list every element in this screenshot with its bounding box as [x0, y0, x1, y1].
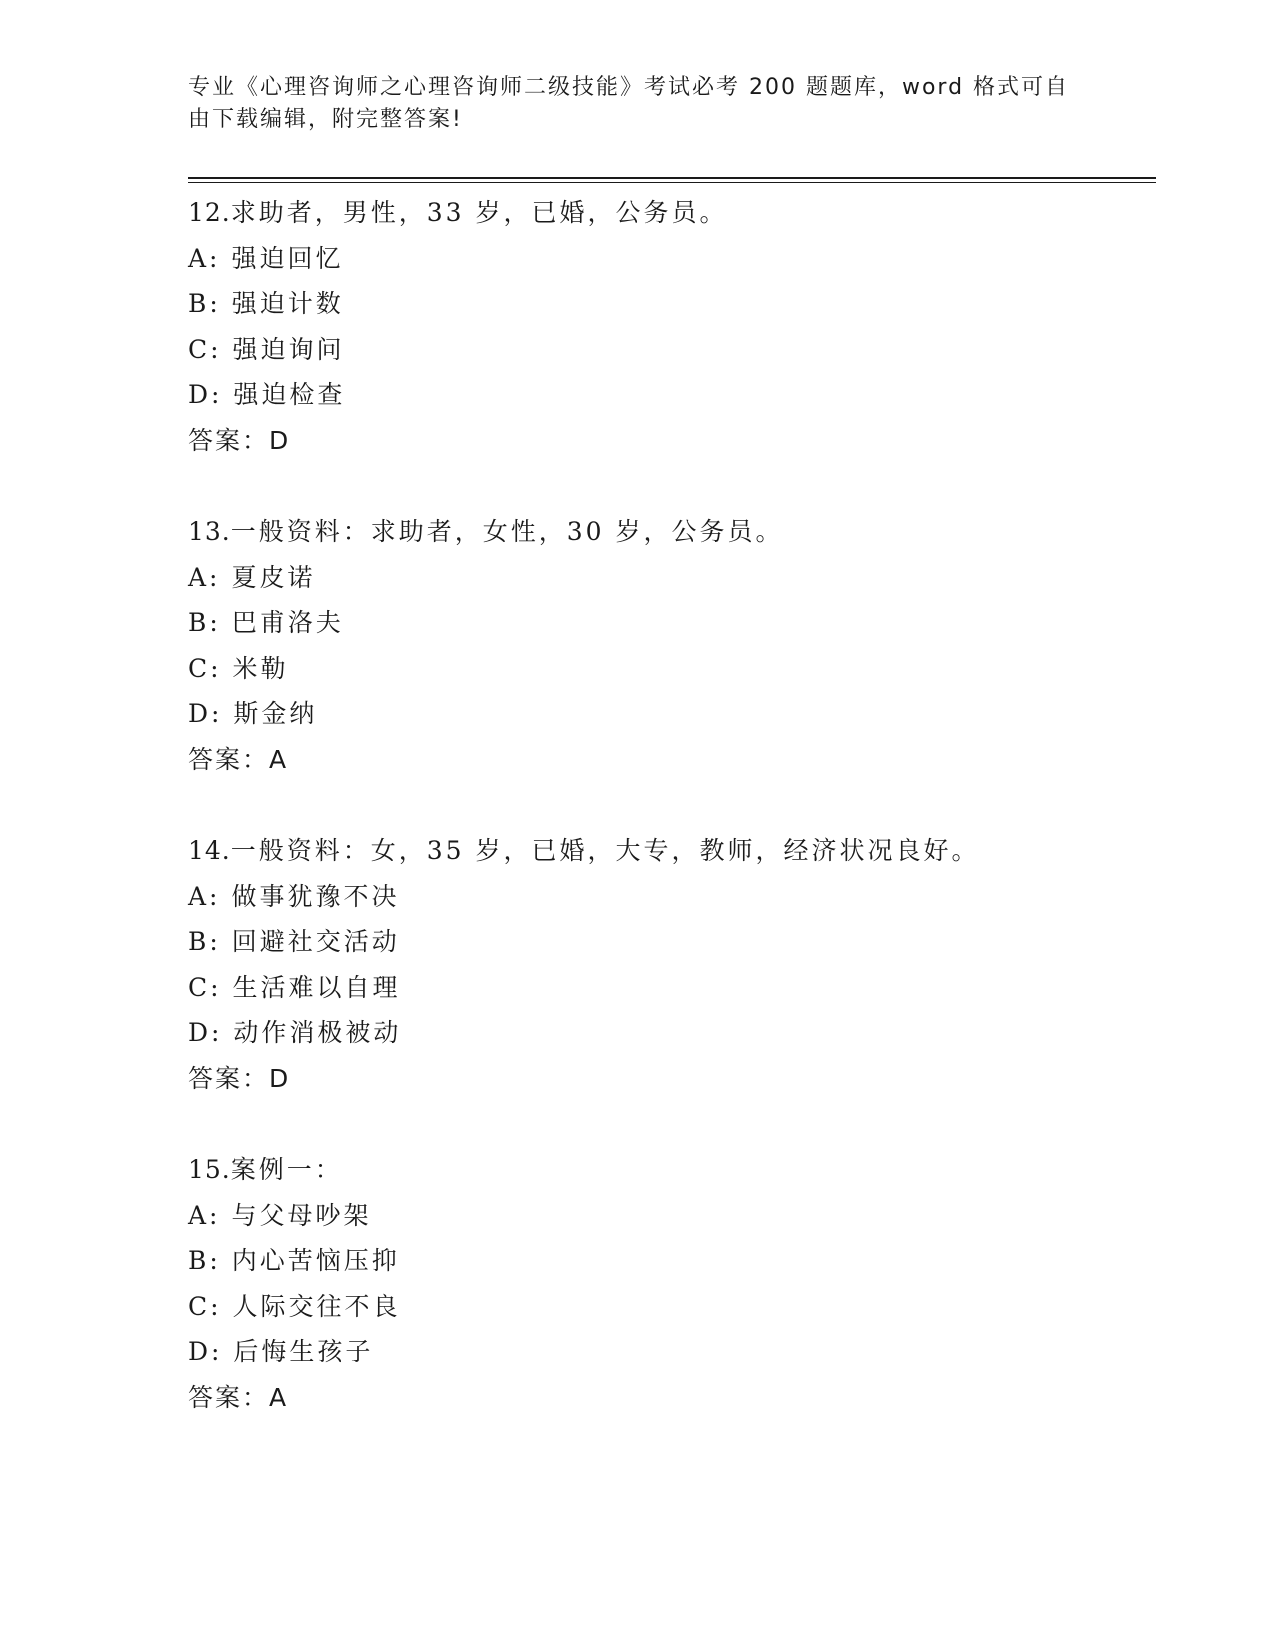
- option-c: [188, 646, 1148, 692]
- answer-label: 答案：: [188, 744, 270, 774]
- question-12: [188, 190, 1148, 463]
- answer-line: [188, 1056, 1148, 1102]
- question-number: 15.: [188, 1155, 231, 1184]
- question-15: [188, 1147, 1148, 1420]
- option-letter: C:: [188, 334, 222, 364]
- answer-label: 答案：: [188, 1063, 270, 1093]
- header-line-2: 由下载编辑，附完整答案!: [188, 107, 463, 132]
- question-text: 一般资料：女，35 岁，已婚，大专，教师，经济状况良好。: [230, 836, 980, 865]
- answer-line: [188, 418, 1148, 464]
- answer-value: A: [269, 744, 289, 774]
- option-d: [188, 1329, 1148, 1375]
- question-number: 14.: [188, 836, 231, 865]
- option-letter: D:: [188, 1337, 223, 1366]
- option-b: [188, 1238, 1148, 1284]
- option-letter: B:: [188, 608, 221, 637]
- option-text: 做事犹豫不决: [231, 881, 400, 911]
- option-text: 米勒: [232, 653, 289, 683]
- question-list: [188, 190, 1148, 1466]
- answer-label: 答案：: [188, 425, 270, 455]
- option-letter: B:: [188, 927, 221, 956]
- option-letter: A:: [188, 881, 221, 911]
- option-letter: C:: [188, 1291, 222, 1321]
- option-a: [188, 874, 1148, 920]
- option-a: [188, 555, 1148, 601]
- question-stem: [188, 1147, 1148, 1193]
- option-text: 强迫计数: [231, 289, 344, 318]
- option-letter: B:: [188, 289, 221, 318]
- option-b: [188, 600, 1148, 646]
- option-text: 人际交往不良: [232, 1291, 401, 1321]
- option-text: 强迫检查: [233, 380, 346, 409]
- header-line-1: 专业《心理咨询师之心理咨询师二级技能》考试必考 200 题题库，word 格式可自: [188, 75, 1070, 100]
- option-letter: D:: [188, 699, 223, 728]
- answer-label: 答案：: [188, 1382, 270, 1412]
- option-d: [188, 691, 1148, 737]
- answer-line: [188, 1375, 1148, 1421]
- option-letter: C:: [188, 653, 222, 683]
- option-text: 强迫回忆: [231, 243, 344, 273]
- option-b: [188, 919, 1148, 965]
- answer-value: A: [269, 1382, 289, 1412]
- question-number: 12.: [188, 198, 231, 227]
- option-text: 动作消极被动: [233, 1018, 402, 1047]
- option-letter: B:: [188, 1246, 221, 1275]
- question-stem: [188, 828, 1148, 874]
- option-text: 后悔生孩子: [233, 1337, 374, 1366]
- answer-value: D: [269, 1063, 291, 1093]
- header-divider-thin: [188, 182, 1156, 183]
- question-13: [188, 509, 1148, 782]
- option-letter: A:: [188, 243, 221, 273]
- option-text: 强迫询问: [232, 334, 345, 364]
- option-letter: D:: [188, 380, 223, 409]
- question-stem: [188, 509, 1148, 555]
- option-letter: A:: [188, 562, 221, 592]
- question-14: [188, 828, 1148, 1101]
- document-header: [188, 72, 1088, 136]
- question-number: 13.: [188, 517, 231, 546]
- option-a: [188, 236, 1148, 282]
- option-d: [188, 1010, 1148, 1056]
- option-letter: C:: [188, 972, 222, 1002]
- option-c: [188, 965, 1148, 1011]
- option-letter: D:: [188, 1018, 223, 1047]
- header-divider-thick: [188, 177, 1156, 179]
- option-letter: A:: [188, 1200, 221, 1230]
- option-text: 夏皮诺: [231, 562, 316, 592]
- option-text: 巴甫洛夫: [231, 608, 344, 637]
- option-text: 斯金纳: [233, 699, 318, 728]
- option-a: [188, 1193, 1148, 1239]
- question-text: 一般资料：求助者，女性，30 岁，公务员。: [230, 517, 784, 546]
- option-c: [188, 327, 1148, 373]
- answer-value: D: [269, 425, 291, 455]
- question-stem: [188, 190, 1148, 236]
- option-text: 回避社交活动: [231, 927, 400, 956]
- option-d: [188, 372, 1148, 418]
- answer-line: [188, 737, 1148, 783]
- question-text: 求助者，男性，33 岁，已婚，公务员。: [230, 198, 728, 227]
- option-text: 生活难以自理: [232, 972, 401, 1002]
- option-text: 与父母吵架: [231, 1200, 372, 1230]
- question-text: 案例一：: [230, 1155, 343, 1184]
- option-text: 内心苦恼压抑: [231, 1246, 400, 1275]
- option-b: [188, 281, 1148, 327]
- option-c: [188, 1284, 1148, 1330]
